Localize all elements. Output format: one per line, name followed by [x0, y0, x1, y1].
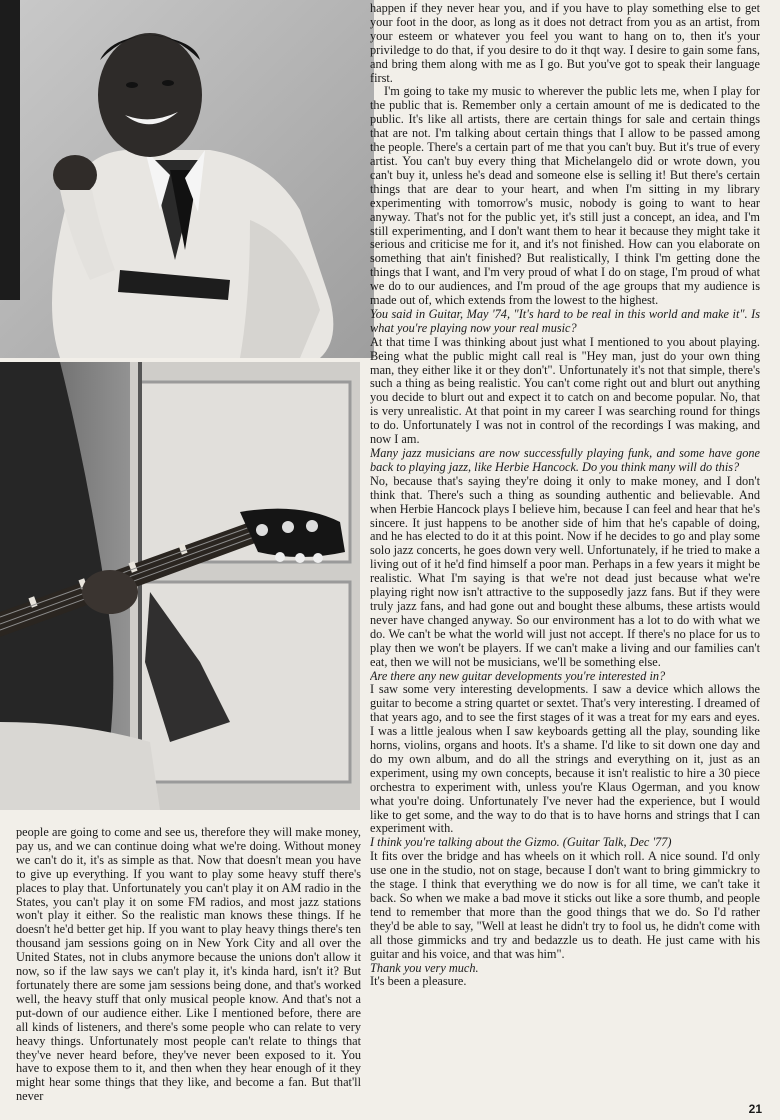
article-paragraph: I'm going to take my music to wherever the public lets me, when I play for the public that is. Remember only a certain amount of me is dedicated to the public. It's like all artists, there are certain things for sale and certain things that are not. I'm talking about certain things that I allow to be passed among the people. There's a certain part of me that you can't buy. But it's true of every artist. You can't buy every thing that Michelangelo did or wrote down, you can't buy it, unless he's dead and someone else is selling it! But there's certain things that are dear to your heart, and when I'm sitting in my library experimenting with tomorrow's music, nobody is going to want to hear anyway. That's not for the public yet, it's still just a concept, an idea, and I'm still experimenting, and I don't want them to hear it because they might take it serious and criticise me for it, and it's not finished. How can you elaborate on something that ain't finished? But realistically, I think I'm getting done the things that I want, and I'm very proud of what I do on stage, I'm proud of what we do to our audiences, and I'm proud of the age groups that my audience is made out of, which extends from the lowest to the highest. [370, 84, 760, 308]
article-right-column [370, 2, 760, 1098]
interview-question: Are there any new guitar developments you're interested in? [370, 668, 666, 683]
article-paragraph: At that time I was thinking about just what I mentioned to you about playing. Being what the public might call real is "Hey man, just do your own thing man, they either like it or they don't". Unfortunately it's not that simple, there's such a thing as being realistic. You can't come right out and blurt out anything you decide to blurt out and expect it to catch on and become popular. No, that is very unrealistic. At that point in my career I was searching round for things to do. Unfortunately I was not in control of the recordings I was making, and now I am. [370, 334, 760, 447]
interview-question: Many jazz musicians are now successfully playing funk, and some have gone back to playing jazz, like Herbie Hancock. Do you think many will do this? [370, 446, 760, 474]
guitar-illustration [0, 362, 360, 810]
article-paragraph: people are going to come and see us, therefore they will make money, pay us, and we can continue doing what we're doing. Without money we can't do it, it's as simple as that. Now that doesn't mean you have to give up everything. If you want to play some heavy stuff there's places to play that. Unfortunately you can't play it on AM radio in the States, you can't play it on some FM radios, and most jazz stations won't play it either. So the realistic man knows these things. If he doesn't he'd better get hip. If you want to play heavy things there's ten thousand jam sessions going on in New York City and all over the United States, not in clubs anymore because the unions don't allow it now, so if the law says we can't play it, it's kinda hard, isn't it? But fortunately there are some jam sessions being done, and that's worked well, the heavy stuff that only musical people know. And that's not a put-down of our audience either. Like I mentioned before, there are all kinds of listeners, and there's some people who can relate to very heavy things. Unfortunately most people can't relate to things that they've never heard before, they've never been exposed to it. You have to expose them to it, and then when they hear enough of it they might hear some things that they like, and become a fan. But that'll never [16, 826, 361, 1104]
article-left-column [16, 826, 361, 1116]
interview-question: You said in Guitar, May '74, "It's hard to be real in this world and make it". Is what you're playing now your real music? [370, 306, 760, 335]
article-paragraph: It's been a pleasure. [370, 974, 467, 989]
article-paragraph: It fits over the bridge and has wheels on it which roll. A nice sound. I'd only use one in the studio, not on stage, because I don't want to bring gimmickry to the stage. I think that everything we do now is for all time, we can't take it back. So when we make a bad move it sticks out like a sore thumb, and people tend to remember that more than the good things that we do. So I'd rather they'd be able to say, "Well at least he didn't try to fool us, he didn't come with all those gimmicks and try and bedazzle us to death. He just came with his guitar and his voice, and that was him". [370, 849, 760, 961]
article-paragraph: happen if they never hear you, and if you have to play something else to get your foot in the door, as long as it does not detract from you as an artist, from your esteem or whatever you feel you want to hang on to, then it's your priviledge to do that, if you desire to do it thqt way. I desire to gain some fans, and bring them along with me as I go. But you've got to speak their language first. [370, 2, 760, 85]
guitar-photo [0, 362, 360, 810]
interview-question: I think you're talking about the Gizmo. (Guitar Talk, Dec '77) [370, 835, 672, 850]
article-paragraph: No, because that's saying they're doing it only to make money, and I don't think that. There's such a thing as sounding authentic and believable. And when Herbie Hancock plays I believe him, because I can feel and hear that he's sincere. It just happens to be another side of him that he's capable of doing, and he has elected to do it at this point. Now if he decides to go and play some solo jazz concerts, he goes down very well. Unfortunately, if he tried to make a living out of it he'd find himself a poor man. Perhaps in a few years it might be realistic. What I'm saying is that we're not dead just because what we're playing right now isn't attractive to the supposedly jazz fans. But if they were truly jazz fans, and had gone out and bought these albums, these artists would never have changed anyway. So our environment has a lot to do with what we do. We can't be what the world will just not accept. If there's no place for us to play then we won't be players. If we can't make a living and our families can't eat, then we will not be musicians, we'll be something else. [370, 473, 760, 669]
interview-question: Thank you very much. [370, 960, 479, 975]
article-paragraph: I saw some very interesting developments. I saw a device which allows the guitar to become a string quartet or sextet. That's very interesting. I dreamed of that years ago, and to see the first stages of it was a treat for my ears and eyes. I was a little jealous when I saw keyboards getting all the play, sounding like horns, violins, organs and hoots. It's a shame. I'd like to sit down one day and do my own album, and do all the strings and everything on it, just as an experiment, using my own concepts, because it isn't realistic to hire a 30 piece orchestra to experiment with, unless you're Klaus Ogerman, and you know what you're doing. Unfortunately I've never had the experience, but I would like to get some, and the way to do that is to have horns and strings that I can experiment with. [370, 682, 760, 836]
portrait-photo [0, 0, 374, 358]
portrait-illustration [0, 0, 374, 358]
page-number: 21 [748, 1102, 762, 1116]
